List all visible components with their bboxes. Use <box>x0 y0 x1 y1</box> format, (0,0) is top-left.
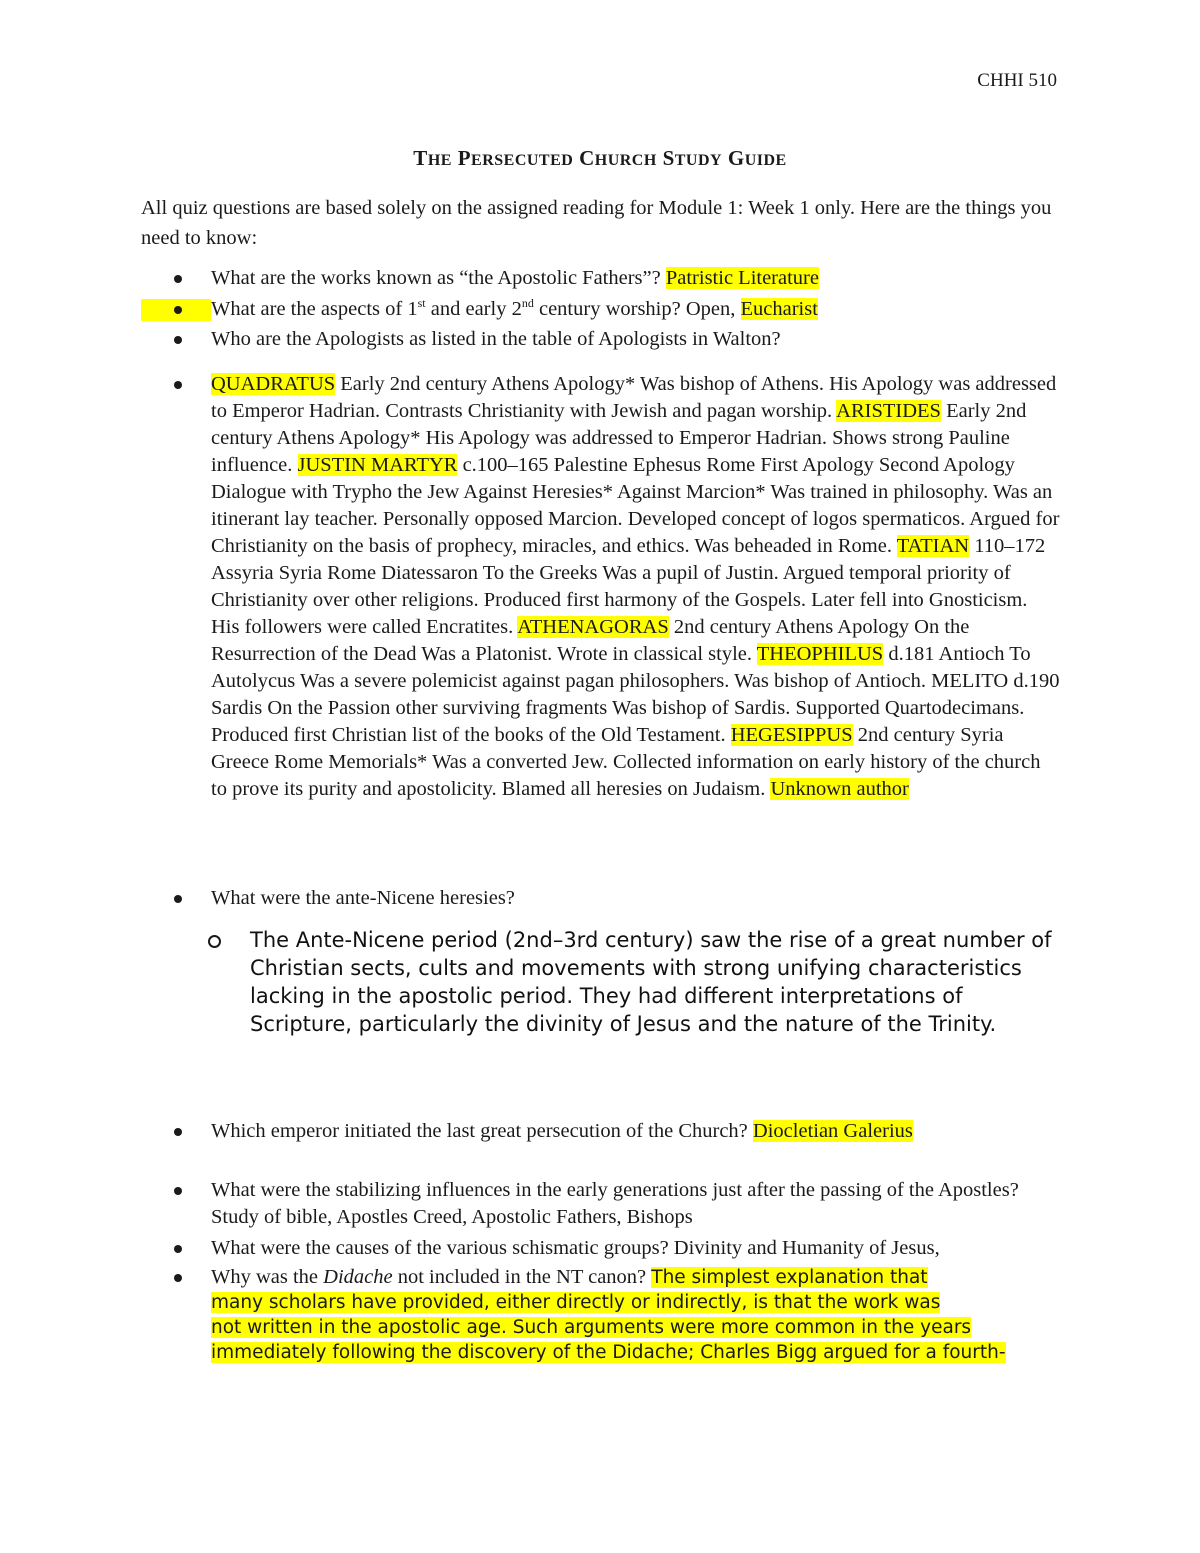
apologists-paragraph: QUADRATUS Early 2nd century Athens Apology* Was bishop of Athens. His Apology was addressed to Emperor Hadrian. Contrasts Christianity with Jewish and pagan worship. ARISTIDES Early 2nd century Athens Apology* His Apology was addressed to Emperor Hadrian. Shows strong Pauline influence. JUSTIN MARTYR c.100–165 Palestine Ephesus Rome First Apology Second Apology Dialogue with Trypho the Jew Against Heresies* Against Marcion* Was trained in philosophy. Was an itinerant lay teacher. Personally opposed Marcion. Developed concept of logos spermaticos. Argued for Christianity on the basis of prophecy, miracles, and ethics. Was beheaded in Rome. TATIAN 110–172 Assyria Syria Rome Diatessaron To the Greeks Was a pupil of Justin. Argued temporal priority of Christianity over other religions. Produced first harmony of the Gospels. Later fell into Gnosticism. His followers were called Encratites. ATHENAGORAS 2nd century Athens Apology On the Resurrection of the Dead Was a Platonist. Wrote in classical style. THEOPHILUS d.181 Antioch To Autolycus Was a severe polemicist against pagan philosophers. Was bishop of Antioch. MELITO d.190 Sardis On the Passion other surviving fragments Was bishop of Sardis. Supported Quartodecimans. Produced first Christian list of the books of the Old Testament. HEGESIPPUS 2nd century Syria Greece Rome Memorials* Was a converted Jew. Collected information on early history of the church to prove its purity and apostolicity. Blamed all heresies on Judaism. Unknown author <box>211 373 1060 800</box>
bullet-dot <box>174 895 182 903</box>
hollow-bullet-icon <box>208 935 221 948</box>
apologist-name: QUADRATUS <box>211 373 336 395</box>
bullet-dot <box>174 1187 182 1195</box>
bullet-dot <box>174 306 182 314</box>
list-item: Why was the Didache not included in the NT canon? The simplest explanation that many scholars have provided, either directly or indirectly, is that the work was not written in the apostolic age. Such arguments were more common in the years immediately following the discovery of the Didache; Charles Bigg argued for a fourth- <box>141 1265 1061 1365</box>
answer-highlight: Diocletian Galerius <box>752 1120 913 1142</box>
answer-highlight: Eucharist <box>740 298 818 320</box>
answer-highlight: immediately following the discovery of the Didache; Charles Bigg argued for a fourth- <box>211 1342 1006 1363</box>
list-item: What were the stabilizing influences in the early generations just after the passing of the Apostles? Study of bible, Apostles Creed, Apostolic Fathers, Bishops <box>141 1177 1061 1231</box>
intro-paragraph: All quiz questions are based solely on the assigned reading for Module 1: Week 1 only. Here are the things you need to know: <box>141 197 1052 249</box>
bullet-dot <box>174 275 182 283</box>
answer-highlight: Unknown author <box>770 778 909 800</box>
bullet-dot <box>174 1245 182 1253</box>
list-item: What are the aspects of 1st and early 2nd century worship? Open, Eucharist <box>141 296 1061 323</box>
answer-highlight: Patristic Literature <box>665 267 819 289</box>
page-title: THE PERSECUTED CHURCH STUDY GUIDE <box>413 146 787 170</box>
bullet-dot <box>174 1128 182 1136</box>
apologist-name: JUSTIN MARTYR <box>297 454 458 476</box>
bullet-dot <box>174 1274 182 1282</box>
list-item: Which emperor initiated the last great persecution of the Church? Diocletian Galerius <box>141 1118 1061 1145</box>
bullet-dot <box>174 336 182 344</box>
list-item: What are the works known as “the Apostolic Fathers”? Patristic Literature <box>141 265 1061 292</box>
list-item: What were the causes of the various schismatic groups? Divinity and Humanity of Jesus, <box>141 1235 1061 1262</box>
apologist-name: ARISTIDES <box>836 400 941 422</box>
list-item: Who are the Apologists as listed in the table of Apologists in Walton? <box>141 326 1061 353</box>
list-item: What were the ante-Nicene heresies? <box>141 885 1061 912</box>
answer-highlight: many scholars have provided, either directly or indirectly, is that the work was <box>211 1292 941 1313</box>
sub-list-item: The Ante-Nicene period (2nd–3rd century) saw the rise of a great number of Christian sects, cults and movements with strong unifying characteristics lacking in the apostolic period. They had different interpretations of Scripture, particularly the divinity of Jesus and the nature of the Trinity. <box>250 926 1060 1038</box>
list-item <box>141 371 1061 803</box>
apologist-name: TATIAN <box>896 535 970 557</box>
apologist-name: THEOPHILUS <box>756 643 884 665</box>
apologist-name: ATHENAGORAS <box>517 616 669 638</box>
apologist-name: HEGESIPPUS <box>730 724 853 746</box>
answer-highlight: The simplest explanation that <box>651 1267 928 1288</box>
answer-highlight: not written in the apostolic age. Such arguments were more common in the years <box>211 1317 972 1338</box>
bullet-dot <box>174 381 182 389</box>
course-code: CHHI 510 <box>977 70 1057 91</box>
